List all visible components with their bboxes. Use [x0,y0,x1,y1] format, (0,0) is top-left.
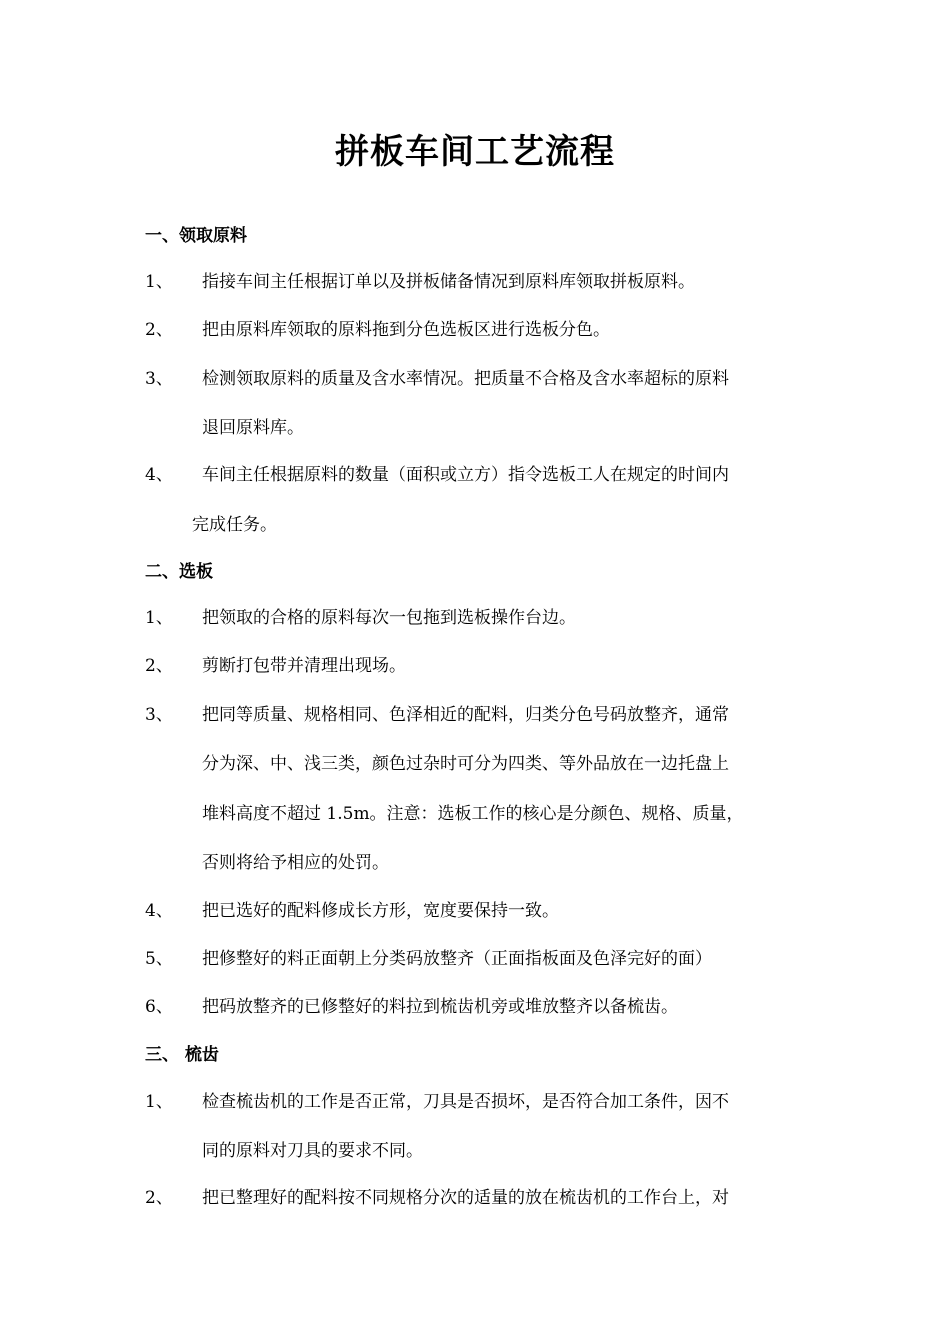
section-heading-3: 三、 梳齿 [145,1045,219,1065]
item-number: 4、 [145,901,173,921]
item-number: 2、 [145,1188,173,1208]
item-number: 1、 [145,608,173,628]
item-text: 把已整理好的配料按不同规格分次的适量的放在梳齿机的工作台上，对 [202,1188,729,1208]
item-number: 2、 [145,656,173,676]
item-text: 把已选好的配料修成长方形，宽度要保持一致。 [202,901,559,921]
item-text-continued: 堆料高度不超过 1.5m。注意：选板工作的核心是分颜色、规格、质量， [202,804,744,824]
item-text: 剪断打包带并清理出现场。 [202,656,406,676]
item-number: 5、 [145,949,173,969]
item-number: 3、 [145,705,173,725]
item-text: 把领取的合格的原料每次一包拖到选板操作台边。 [202,608,576,628]
item-text-continued: 同的原料对刀具的要求不同。 [202,1141,423,1161]
item-text: 检测领取原料的质量及含水率情况。把质量不合格及含水率超标的原料 [202,369,729,389]
page-title: 拼板车间工艺流程 [335,132,615,172]
item-text: 把由原料库领取的原料拖到分色选板区进行选板分色。 [202,320,610,340]
item-text: 检查梳齿机的工作是否正常，刀具是否损坏，是否符合加工条件，因不 [202,1092,729,1112]
section-heading-2: 二、选板 [145,562,213,582]
item-text: 把同等质量、规格相同、色泽相近的配料，归类分色号码放整齐，通常 [202,705,729,725]
item-text-continued: 否则将给予相应的处罚。 [202,853,389,873]
item-text-continued: 分为深、中、浅三类，颜色过杂时可分为四类、等外品放在一边托盘上 [202,754,729,774]
item-number: 1、 [145,272,173,292]
item-text: 把修整好的料正面朝上分类码放整齐（正面指板面及色泽完好的面） [202,949,712,969]
item-text: 把码放整齐的已修整好的料拉到梳齿机旁或堆放整齐以备梳齿。 [202,997,678,1017]
item-text-continued: 完成任务。 [192,515,277,535]
section-heading-1: 一、领取原料 [145,226,247,246]
item-number: 4、 [145,465,173,485]
item-number: 6、 [145,997,173,1017]
item-number: 2、 [145,320,173,340]
item-text: 指接车间主任根据订单以及拼板储备情况到原料库领取拼板原料。 [202,272,695,292]
item-number: 1、 [145,1092,173,1112]
item-text-continued: 退回原料库。 [202,418,304,438]
item-number: 3、 [145,369,173,389]
item-text: 车间主任根据原料的数量（面积或立方）指令选板工人在规定的时间内 [202,465,729,485]
